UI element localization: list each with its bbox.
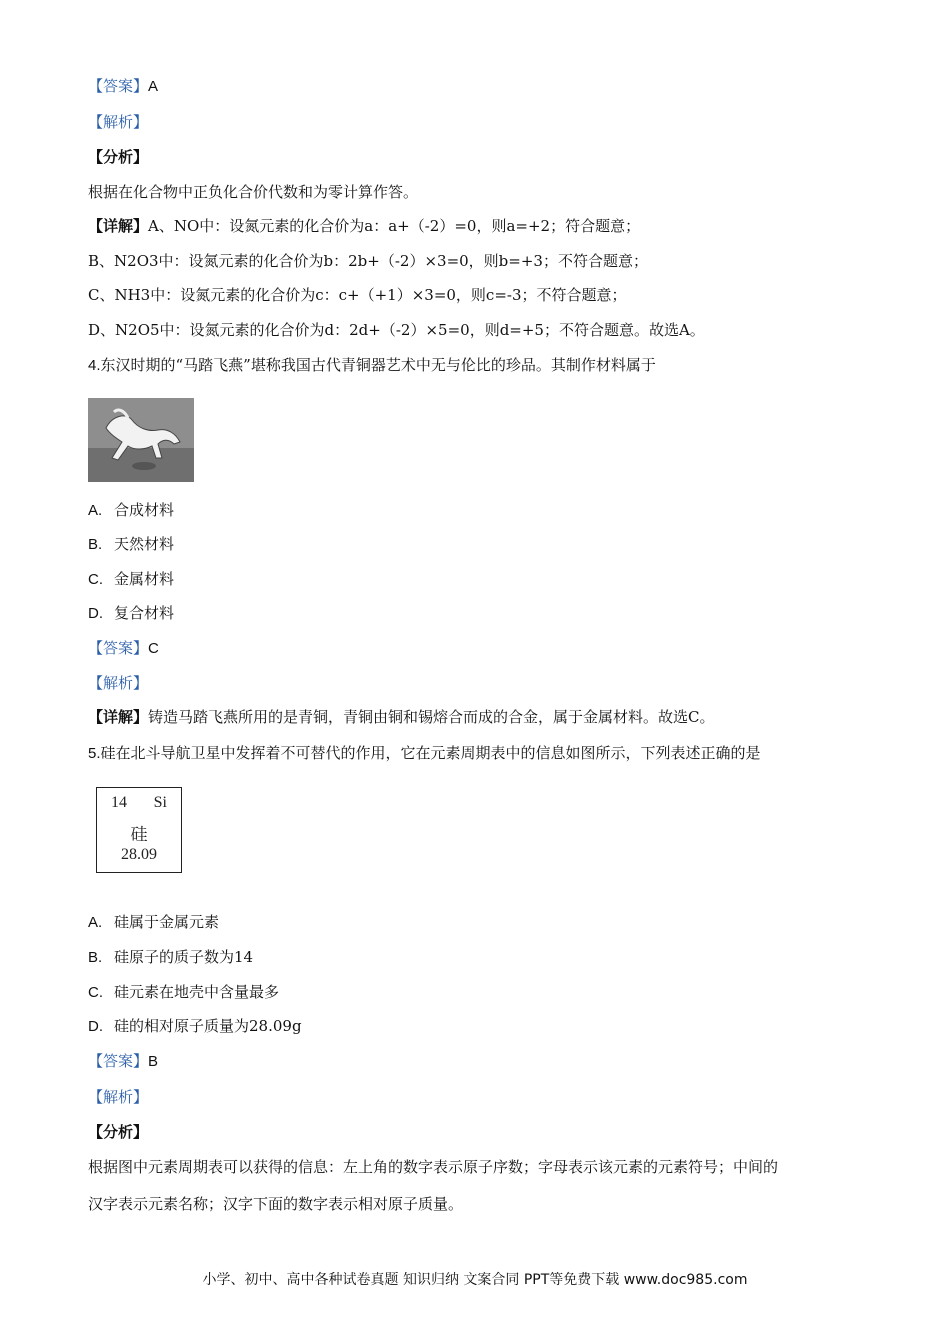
atomic-number: 14 [111,794,127,811]
answer-value: C [148,640,159,657]
detail-tag: 【详解】 [88,217,149,235]
element-name: 硅 [130,825,148,844]
horse-statue-photo [88,398,194,482]
q3-detail-a [88,216,640,236]
q3-detail-c: C、NH3中：设氮元素的化合价为c：c+（+1）×3=0，则c=-3；不符合题意； [88,286,627,304]
answer-tag: 【答案】 [88,1052,149,1070]
answer-value: A [148,78,159,95]
element-symbol: Si [153,794,167,811]
detail-tag: 【详解】 [88,708,149,726]
q4-detail [88,707,715,727]
q4-option-b: B. 天然材料 [88,535,175,553]
q3-answer-line [88,76,158,97]
q5-option-d: D. 硅的相对原子质量为28.09g [88,1017,302,1035]
q5-explain-tag: 【解析】 [88,1088,149,1106]
q4-option-c: C. 金属材料 [88,570,175,588]
q4-stem-text: 东汉时期的“马踏飞燕”堪称我国古代青铜器艺术中无与伦比的珍品。其制作材料属于 [100,356,656,374]
q5-answer-line [88,1051,158,1072]
q4-option-d: D. 复合材料 [88,604,175,622]
q4-answer-line [88,638,159,659]
q5-option-a: A. 硅属于金属元素 [88,913,220,931]
q3-detail-b: B、N2O3中：设氮元素的化合价为b：2b+（-2）×3=0，则b=+3；不符合题意； [88,252,648,270]
q5-number: 5. [88,745,101,762]
q3-detail-d: D、N2O5中：设氮元素的化合价为d：2d+（-2）×5=0，则d=+5；不符合题意。故选A。 [88,321,705,339]
detail-a-text: A、NO中：设氮元素的化合价为a：a+（-2）=0，则a=+2；符合题意； [148,217,641,235]
detail-text: 铸造马踏飞燕所用的是青铜，青铜由铜和锡熔合而成的合金，属于金属材料。故选C。 [148,708,715,726]
q5-option-c: C. 硅元素在地壳中含量最多 [88,983,280,1001]
answer-tag: 【答案】 [88,639,149,657]
q4-option-a: A. 合成材料 [88,501,175,519]
answer-tag: 【答案】 [88,77,149,95]
q3-explain-tag: 【解析】 [88,113,149,131]
q4-number: 4. [88,357,101,374]
answer-value: B [148,1053,159,1070]
q5-stem-text: 硅在北斗导航卫星中发挥着不可替代的作用，它在元素周期表中的信息如图所示，下列表述正确的是 [100,744,761,762]
q5-analysis-tag: 【分析】 [88,1123,149,1141]
q5-analysis-line1: 根据图中元素周期表可以获得的信息：左上角的数字表示原子序数；字母表示该元素的元素符号；中间的 [88,1158,779,1176]
q5-analysis-line2: 汉字表示元素名称；汉字下面的数字表示相对原子质量。 [88,1195,464,1213]
q5-option-b: B. 硅原子的质子数为14 [88,948,254,966]
q4-explain-tag: 【解析】 [88,674,149,692]
q5-stem [88,743,761,764]
q3-analysis-tag: 【分析】 [88,148,149,166]
page-footer: 小学、初中、高中各种试卷真题 知识归纳 文案合同 PPT等免费下载 www.doc985.com [202,1272,748,1288]
periodic-element-card [96,787,182,873]
q3-analysis-text: 根据在化合物中正负化合价代数和为零计算作答。 [88,183,419,201]
q4-stem [88,355,656,376]
atomic-mass: 28.09 [121,846,157,863]
horse-statue-icon [88,398,194,482]
